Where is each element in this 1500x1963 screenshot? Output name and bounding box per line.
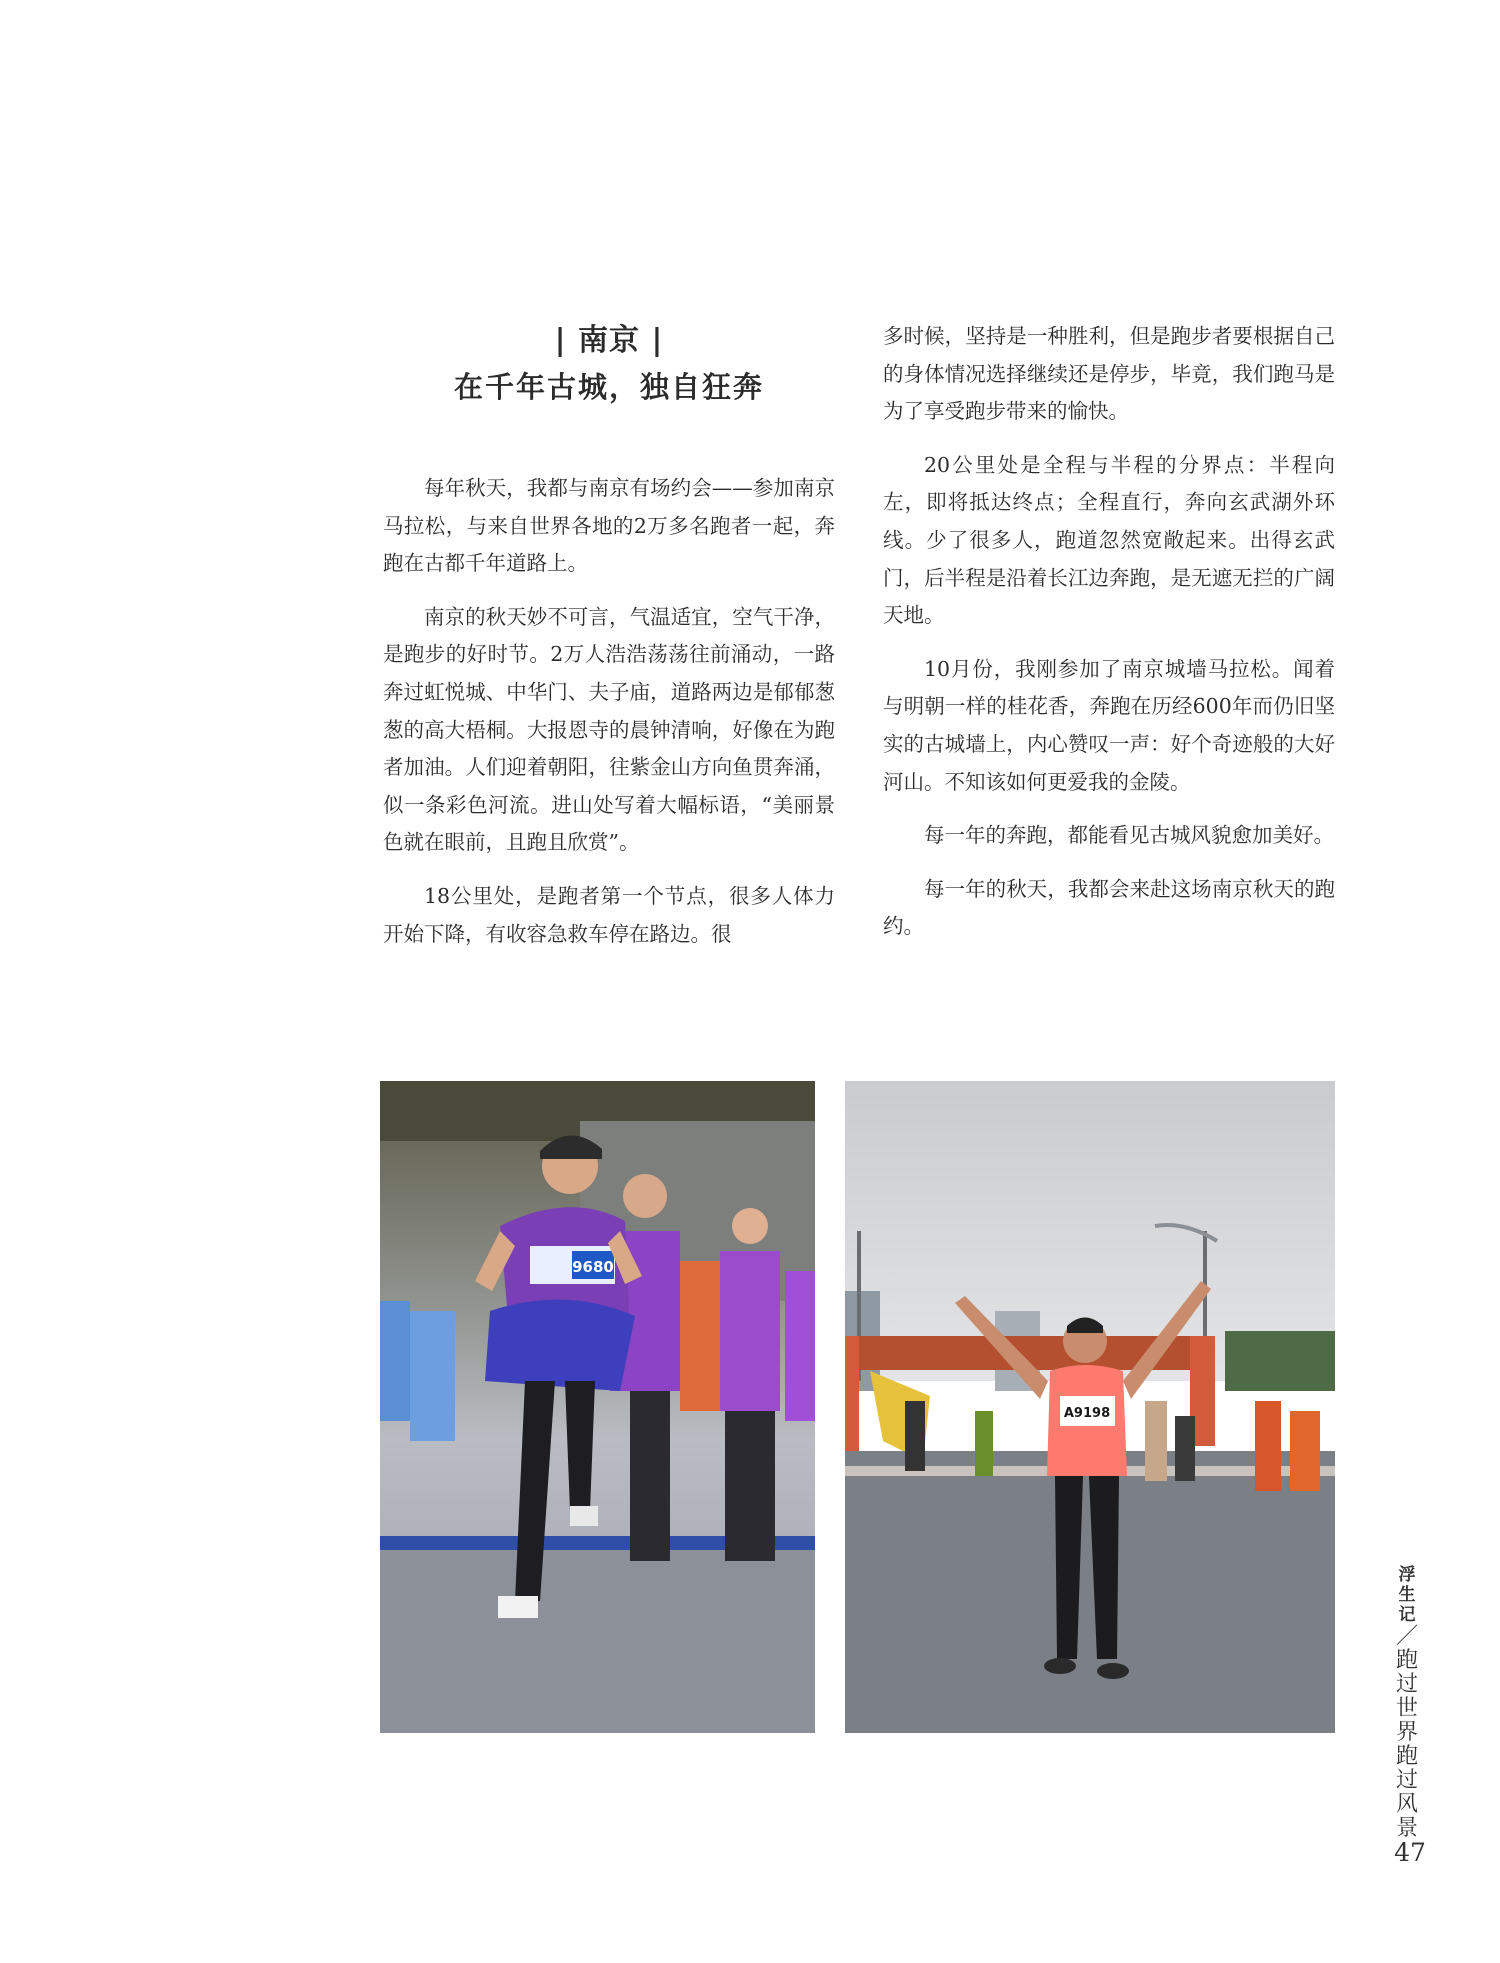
page-number: 47: [1394, 1838, 1426, 1867]
photo-runner-pink-shirt: [845, 1081, 1335, 1733]
article-paragraph: 每一年的秋天，我都会来赴这场南京秋天的跑约。: [883, 876, 1335, 939]
side-column-title: [1392, 1565, 1422, 1841]
article-paragraph: 20公里处是全程与半程的分界点：半程向左，即将抵达终点；全程直行，奔向玄武湖外环线。少了很多人，跑道忽然宽敞起来。出得玄武门，后半程是沿着长江边奔跑，是无遮无拦的广阔天地。: [883, 452, 1335, 628]
photo-runner-purple-shirt: [380, 1081, 815, 1733]
article-paragraph: 每年秋天，我都与南京有场约会——参加南京马拉松，与来自世界各地的2万多名跑者一起，奔跑在古都千年道路上。: [383, 476, 835, 576]
runner-bib-number: A9198: [1063, 1406, 1111, 1421]
column-separator: ／: [1395, 1624, 1418, 1649]
article-paragraph: 18公里处，是跑者第一个节点，很多人体力开始下降，有收容急救车停在路边。很: [383, 883, 835, 946]
article-paragraph: 每一年的奔跑，都能看见古城风貌愈加美好。: [924, 823, 1334, 848]
runner-bib-number: 9680: [572, 1258, 614, 1276]
section-city: | 南京 |: [554, 323, 664, 358]
article-paragraph: 10月份，我刚参加了南京城墙马拉松。闻着与明朝一样的桂花香，奔跑在历经600年而仍旧坚实的古城墙上，内心赞叹一声：好个奇迹般的大好河山。不知该如何更爱我的金陵。: [883, 656, 1335, 794]
article-left-column: [383, 470, 835, 969]
article-paragraph: 南京的秋天妙不可言，气温适宜，空气干净，是跑步的好时节。2万人浩浩荡荡往前涌动，一路奔过虹悦城、中华门、夫子庙，道路两边是郁郁葱葱的高大梧桐。大报恩寺的晨钟清响，好像在为跑者加油。人们迎着朝阳，往紫金山方向鱼贯奔涌，似一条彩色河流。进山处写着大幅标语，“美丽景色就在眼前，且跑且欣赏”。: [383, 604, 835, 855]
column-subtitle: 跑过世界 跑过风景: [1395, 1648, 1418, 1841]
section-subtitle: 在千年古城，独自狂奔: [453, 370, 764, 404]
column-name: 浮生记: [1398, 1565, 1416, 1625]
article-right-column: [883, 318, 1335, 962]
article-paragraph-continued: 多时候，坚持是一种胜利，但是跑步者要根据自己的身体情况选择继续还是停步，毕竟，我们跑马是为了享受跑步带来的愉快。: [883, 324, 1335, 424]
section-heading: [383, 318, 835, 410]
